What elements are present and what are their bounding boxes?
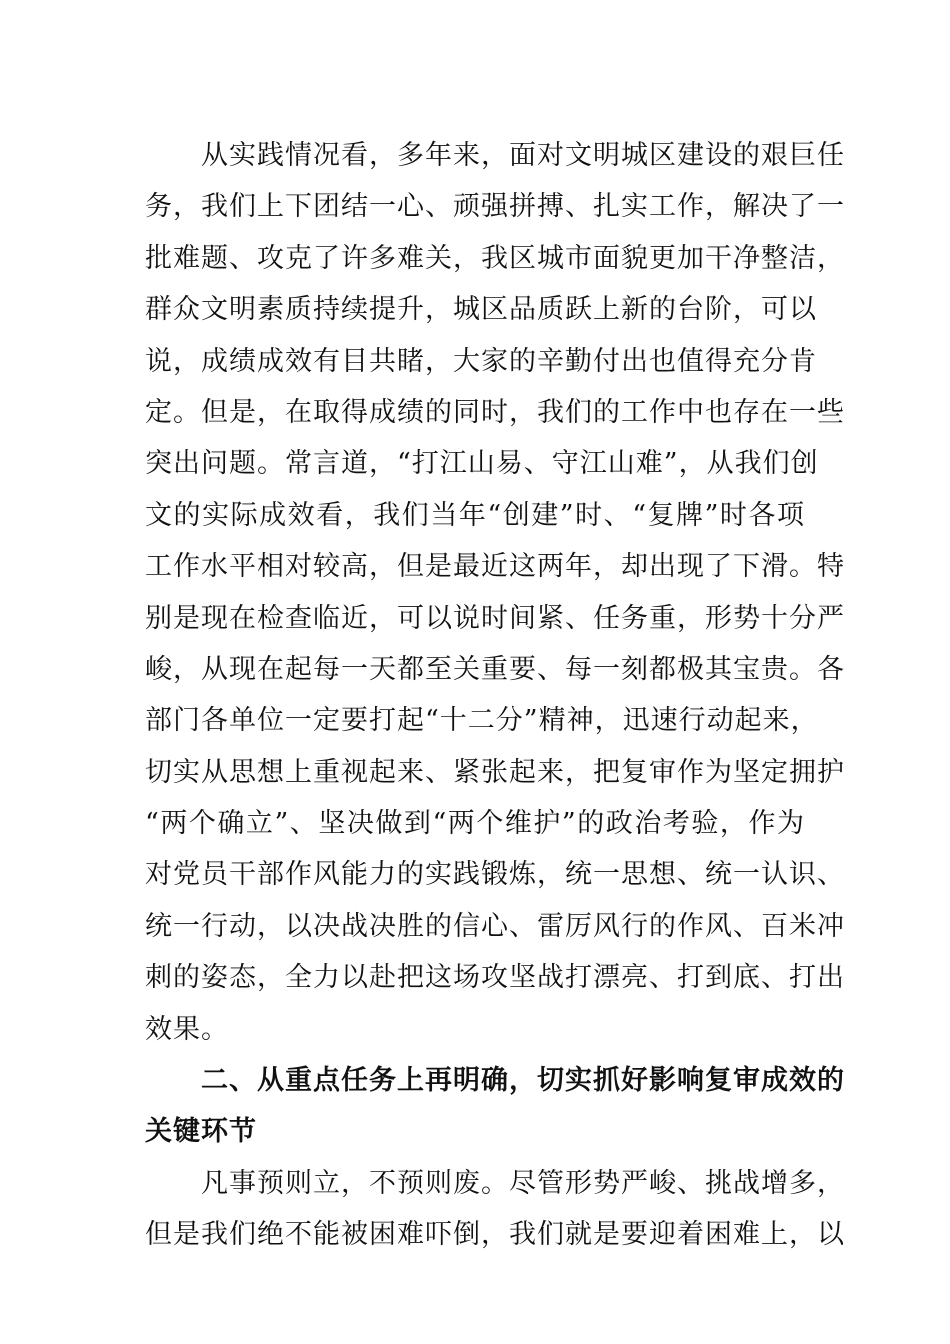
section-heading [145,1055,845,1158]
text-line: 部门各单位一定要打起“十二分”精神，迅速行动起来， [145,705,819,737]
heading-line: 二、从重点任务上再明确，切实抓好影响复审成效的 [201,1065,845,1097]
text-line: 群众文明素质持续提升，城区品质跃上新的台阶，可以 [145,294,817,326]
body-paragraph [145,1158,845,1261]
text-line: 但是我们绝不能被困难吓倒，我们就是要迎着困难上，以 [145,1219,845,1251]
text-line: 凡事预则立，不预则废。尽管形势严峻、挑战增多， [201,1167,845,1199]
text-line: 别是现在检查临近，可以说时间紧、任务重，形势十分严 [145,602,845,634]
text-line: 峻，从现在起每一天都至关重要、每一刻都极其宝贵。各 [145,653,845,685]
text-line: 说，成绩成效有目共睹，大家的辛勤付出也值得充分肯 [145,345,817,377]
text-line: 定。但是，在取得成绩的同时，我们的工作中也存在一些 [145,396,845,428]
text-line: “两个确立”、坚决做到“两个维护”的政治考验，作为 [145,808,805,840]
text-line: 效果。 [145,1013,229,1045]
text-line: 突出问题。常言道，“打江山易、守江山难”，从我们创 [145,448,819,480]
body-paragraph [145,130,845,1055]
text-line: 批难题、攻克了许多难关，我区城市面貌更加干净整洁， [145,242,845,274]
text-line: 从实践情况看，多年来，面对文明城区建设的艰巨任 [201,140,845,171]
text-line: 刺的姿态，全力以赴把这场攻坚战打漂亮、打到底、打出 [145,962,845,994]
text-line: 务，我们上下团结一心、顽强拼搏、扎实工作，解决了一 [145,191,845,223]
text-line: 切实从思想上重视起来、紧张起来，把复审作为坚定拥护 [145,756,845,788]
heading-line: 关键环节 [145,1116,257,1148]
text-line: 对党员干部作风能力的实践锻炼，统一思想、统一认识、 [145,859,845,891]
text-line: 统一行动，以决战决胜的信心、雷厉风行的作风、百米冲 [145,910,845,942]
text-line: 工作水平相对较高，但是最近这两年，却出现了下滑。特 [145,551,845,583]
text-line: 文的实际成效看，我们当年“创建”时、“复牌”时各项 [145,499,805,531]
document-body [145,130,845,1261]
